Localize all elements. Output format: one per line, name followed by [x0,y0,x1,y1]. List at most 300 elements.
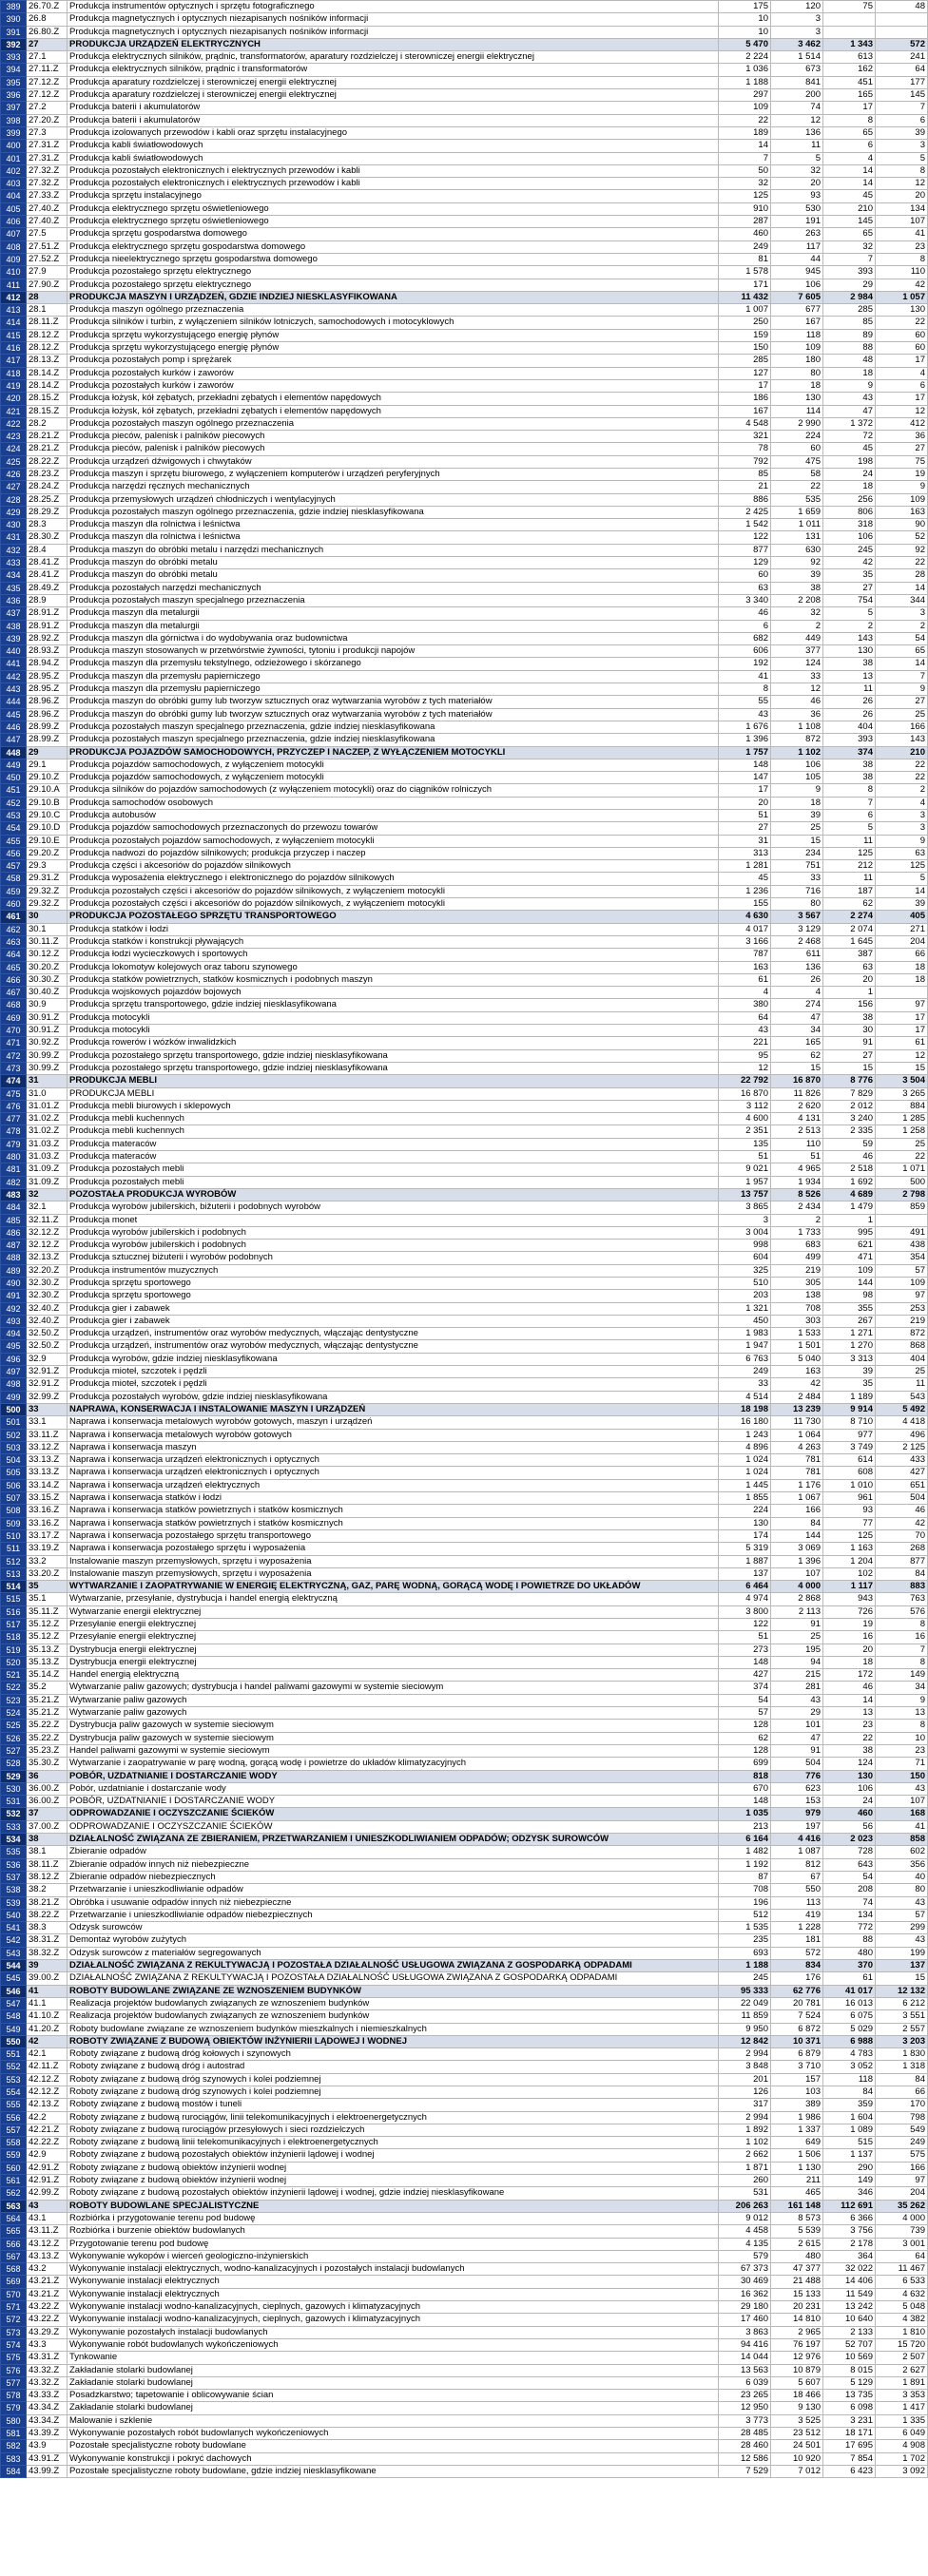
row-number[interactable]: 421 [1,405,27,417]
row-number[interactable]: 435 [1,582,27,594]
row-number[interactable]: 554 [1,2086,27,2098]
table-row[interactable] [1,1125,928,1138]
value-3[interactable] [823,13,876,26]
row-number[interactable]: 531 [1,1796,27,1808]
value-1[interactable]: 41 [719,670,771,682]
value-4[interactable]: 41 [876,228,928,240]
activity-name[interactable]: Naprawa i konserwacja metalowych wyrobów gotowych [68,1429,719,1441]
row-number[interactable]: 402 [1,164,27,177]
row-number[interactable]: 469 [1,1011,27,1024]
table-row[interactable] [1,759,928,771]
pkd-code[interactable]: 33.12.Z [27,1441,68,1453]
row-number[interactable]: 389 [1,1,27,13]
activity-name[interactable]: Produkcja sprzętu sportowego [68,1290,719,1302]
activity-name[interactable]: Roboty budowlane związane ze wznoszeniem budynków mieszkalnych i niemieszkalnych [68,2023,719,2035]
value-2[interactable]: 16 870 [771,1075,823,1087]
value-3[interactable]: 54 [823,1871,876,1883]
value-1[interactable]: 670 [719,1782,771,1795]
value-3[interactable]: 1 604 [823,2111,876,2124]
value-2[interactable]: 130 [771,393,823,405]
row-number[interactable]: 556 [1,2111,27,2124]
table-row[interactable] [1,2073,928,2086]
value-2[interactable]: 67 [771,1871,823,1883]
row-number[interactable]: 555 [1,2099,27,2111]
table-row[interactable] [1,1758,928,1770]
value-1[interactable]: 249 [719,240,771,253]
table-row[interactable] [1,355,928,367]
value-1[interactable]: 260 [719,2175,771,2187]
activity-name[interactable]: Produkcja pozostałych mebli [68,1176,719,1188]
table-row[interactable] [1,455,928,468]
value-4[interactable]: 57 [876,1264,928,1277]
value-1[interactable]: 174 [719,1529,771,1542]
value-4[interactable]: 883 [876,1581,928,1593]
table-row[interactable] [1,1858,928,1871]
pkd-code[interactable]: 29.32.Z [27,885,68,897]
value-1[interactable]: 45 [719,873,771,885]
value-4[interactable]: 66 [876,949,928,961]
value-2[interactable]: 979 [771,1808,823,1820]
activity-name[interactable]: Wykonywanie instalacji wodno-kanalizacyjnych, cieplnych, gazowych i klimatyzacyjnych [68,2301,719,2314]
value-4[interactable]: 405 [876,911,928,923]
value-3[interactable]: 62 [823,898,876,911]
value-1[interactable]: 3 340 [719,594,771,606]
value-3[interactable]: 1 189 [823,1391,876,1403]
value-4[interactable]: 4 908 [876,2440,928,2452]
activity-name[interactable]: Roboty związane z budową pozostałych obiektów inżynierii lądowej i wodnej [68,2149,719,2162]
table-row[interactable] [1,417,928,430]
pkd-code[interactable]: 28.15.Z [27,393,68,405]
table-row[interactable] [1,329,928,341]
value-4[interactable]: 404 [876,1353,928,1365]
pkd-code[interactable]: 27.32.Z [27,178,68,190]
row-number[interactable]: 543 [1,1947,27,1959]
value-1[interactable]: 16 870 [719,1087,771,1100]
value-2[interactable]: 43 [771,1694,823,1706]
value-4[interactable]: 9 [876,683,928,696]
table-row[interactable] [1,1391,928,1403]
table-row[interactable] [1,885,928,897]
value-2[interactable]: 1 501 [771,1340,823,1353]
pkd-code[interactable]: 43.3 [27,2338,68,2351]
activity-name[interactable]: Produkcja mebli kuchennych [68,1125,719,1138]
value-1[interactable]: 20 [719,797,771,809]
row-number[interactable]: 438 [1,620,27,632]
value-4[interactable]: 12 [876,1049,928,1062]
row-number[interactable]: 425 [1,455,27,468]
value-3[interactable]: 13 [823,1707,876,1720]
value-4[interactable]: 1 810 [876,2326,928,2338]
value-4[interactable]: 11 467 [876,2263,928,2276]
pkd-code[interactable]: 38.22.Z [27,1909,68,1921]
activity-name[interactable]: Produkcja rowerów i wózków inwalidzkich [68,1037,719,1049]
value-4[interactable]: 2 627 [876,2364,928,2376]
table-row[interactable] [1,367,928,379]
value-3[interactable]: 38 [823,759,876,771]
value-2[interactable]: 1 064 [771,1429,823,1441]
value-2[interactable]: 219 [771,1264,823,1277]
table-row[interactable] [1,911,928,923]
value-4[interactable]: 11 [876,1378,928,1391]
value-1[interactable]: 1 321 [719,1302,771,1315]
table-row[interactable] [1,1037,928,1049]
value-2[interactable]: 4 263 [771,1441,823,1453]
value-4[interactable]: 1 335 [876,2414,928,2427]
value-3[interactable]: 77 [823,1517,876,1529]
pkd-code[interactable]: 28.95.Z [27,670,68,682]
activity-name[interactable]: Produkcja pozostałych części i akcesoriów do pojazdów silnikowych, z wyłączeniem motocykli [68,898,719,911]
value-2[interactable]: 2 208 [771,594,823,606]
value-1[interactable]: 579 [719,2250,771,2262]
value-4[interactable]: 543 [876,1391,928,1403]
value-3[interactable]: 23 [823,1720,876,1732]
pkd-code[interactable]: 28.96.Z [27,696,68,708]
row-number[interactable]: 570 [1,2288,27,2300]
value-1[interactable]: 196 [719,1896,771,1909]
value-3[interactable]: 8 [823,784,876,797]
activity-name[interactable]: Produkcja pozostałych pojazdów samochodowych, z wyłączeniem motocykli [68,835,719,847]
value-3[interactable]: 17 [823,102,876,114]
activity-name[interactable]: Produkcja mebli biurowych i sklepowych [68,1100,719,1112]
activity-name[interactable]: Produkcja wyrobów jubilerskich i podobnych [68,1226,719,1239]
pkd-code[interactable]: 32.50.Z [27,1328,68,1340]
value-4[interactable]: 2 [876,784,928,797]
value-4[interactable]: 412 [876,417,928,430]
pkd-code[interactable]: 28.13.Z [27,355,68,367]
activity-name[interactable]: DZIAŁALNOŚĆ ZWIĄZANA Z REKULTYWACJĄ I POZOSTAŁA DZIAŁALNOŚĆ USŁUGOWA ZWIĄZANA Z GOSPODARKĄ ODPADAMI [68,1972,719,1985]
value-3[interactable]: 621 [823,1240,876,1252]
value-4[interactable]: 15 [876,1972,928,1985]
value-3[interactable]: 13 242 [823,2301,876,2314]
table-row[interactable] [1,202,928,215]
value-4[interactable]: 6 [876,379,928,392]
value-3[interactable]: 42 [823,557,876,569]
value-1[interactable]: 374 [719,1682,771,1694]
value-3[interactable]: 977 [823,1429,876,1441]
row-number[interactable]: 491 [1,1290,27,1302]
row-number[interactable]: 495 [1,1340,27,1353]
value-1[interactable]: 21 [719,481,771,493]
value-3[interactable]: 772 [823,1922,876,1934]
table-row[interactable] [1,1972,928,1985]
activity-name[interactable]: Produkcja wyposażenia elektrycznego i elektronicznego do pojazdów silnikowych [68,873,719,885]
value-1[interactable]: 699 [719,1758,771,1770]
value-1[interactable]: 1 007 [719,304,771,317]
value-3[interactable]: 355 [823,1302,876,1315]
activity-name[interactable]: Roboty związane z budową dróg i autostrad [68,2061,719,2073]
value-1[interactable]: 510 [719,1277,771,1289]
value-3[interactable]: 11 [823,683,876,696]
activity-name[interactable]: Produkcja pozostałego sprzętu transportowego, gdzie indziej niesklasyfikowana [68,1062,719,1074]
value-4[interactable]: 70 [876,1529,928,1542]
value-2[interactable]: 10 879 [771,2364,823,2376]
row-number[interactable]: 527 [1,1744,27,1757]
pkd-code[interactable]: 28.12.Z [27,329,68,341]
table-row[interactable] [1,1543,928,1555]
value-2[interactable]: 24 501 [771,2440,823,2452]
table-row[interactable] [1,935,928,948]
value-1[interactable]: 273 [719,1644,771,1656]
pkd-code[interactable]: 28.23.Z [27,468,68,480]
value-1[interactable]: 1 855 [719,1492,771,1505]
value-3[interactable]: 3 052 [823,2061,876,2073]
value-4[interactable]: 149 [876,1669,928,1682]
value-3[interactable]: 1 117 [823,1581,876,1593]
value-2[interactable]: 499 [771,1252,823,1264]
row-number[interactable]: 564 [1,2212,27,2224]
value-1[interactable]: 6 464 [719,1581,771,1593]
row-number[interactable]: 413 [1,304,27,317]
activity-name[interactable]: Produkcja baterii i akumulatorów [68,114,719,126]
value-4[interactable]: 16 [876,1631,928,1644]
value-3[interactable]: 728 [823,1846,876,1858]
value-1[interactable]: 206 263 [719,2200,771,2212]
value-1[interactable]: 95 333 [719,1985,771,1997]
value-4[interactable]: 22 [876,759,928,771]
value-3[interactable]: 9 [823,379,876,392]
table-row[interactable] [1,1062,928,1074]
pkd-code[interactable]: 27.90.Z [27,279,68,291]
value-1[interactable]: 3 166 [719,935,771,948]
activity-name[interactable]: Roboty związane z budową rurociągów, linii telekomunikacyjnych i elektroenergetycznych [68,2111,719,2124]
activity-name[interactable]: Produkcja łożysk, kół zębatych, przekładni zębatych i elementów napędowych [68,393,719,405]
value-4[interactable] [876,987,928,999]
row-number[interactable]: 485 [1,1214,27,1226]
activity-name[interactable]: PRODUKCJA MEBLI [68,1075,719,1087]
value-2[interactable]: 1 108 [771,721,823,733]
row-number[interactable]: 513 [1,1567,27,1580]
table-row[interactable] [1,240,928,253]
row-number[interactable]: 446 [1,721,27,733]
value-4[interactable]: 344 [876,594,928,606]
table-row[interactable] [1,152,928,164]
value-3[interactable]: 14 406 [823,2276,876,2288]
row-number[interactable]: 557 [1,2124,27,2136]
row-number[interactable]: 408 [1,240,27,253]
value-1[interactable]: 1 035 [719,1808,771,1820]
value-2[interactable]: 157 [771,2073,823,2086]
table-row[interactable] [1,2023,928,2035]
pkd-code[interactable]: 28.15.Z [27,405,68,417]
value-2[interactable]: 51 [771,1151,823,1163]
value-2[interactable]: 211 [771,2175,823,2187]
row-number[interactable]: 455 [1,835,27,847]
value-3[interactable]: 11 [823,873,876,885]
value-4[interactable] [876,26,928,38]
pkd-code[interactable]: 43.29.Z [27,2326,68,2338]
value-2[interactable]: 841 [771,76,823,88]
value-2[interactable]: 197 [771,1820,823,1833]
table-row[interactable] [1,1960,928,1972]
value-3[interactable]: 93 [823,1505,876,1517]
row-number[interactable]: 462 [1,923,27,935]
value-1[interactable]: 1 947 [719,1340,771,1353]
value-4[interactable]: 22 [876,317,928,329]
value-3[interactable]: 65 [823,228,876,240]
table-row[interactable] [1,1479,928,1491]
value-4[interactable]: 491 [876,1226,928,1239]
value-1[interactable]: 325 [719,1264,771,1277]
value-1[interactable]: 1 188 [719,76,771,88]
table-row[interactable] [1,164,928,177]
value-3[interactable]: 27 [823,582,876,594]
value-2[interactable]: 2 468 [771,935,823,948]
value-4[interactable]: 18 [876,961,928,973]
value-1[interactable]: 5 470 [719,38,771,50]
value-3[interactable]: 24 [823,1796,876,1808]
pkd-code[interactable]: 42.99.Z [27,2187,68,2200]
pkd-code[interactable]: 32.9 [27,1353,68,1365]
value-2[interactable]: 2 484 [771,1391,823,1403]
row-number[interactable]: 414 [1,317,27,329]
activity-name[interactable]: Roboty związane z budową linii telekomunikacyjnych i elektroenergetycznych [68,2137,719,2149]
value-1[interactable]: 12 842 [719,2035,771,2047]
table-row[interactable] [1,1884,928,1896]
pkd-code[interactable]: 30 [27,911,68,923]
row-number[interactable]: 418 [1,367,27,379]
row-number[interactable]: 523 [1,1694,27,1706]
table-row[interactable] [1,1820,928,1833]
value-4[interactable]: 858 [876,1834,928,1846]
table-row[interactable] [1,1403,928,1415]
pkd-code[interactable]: 29.3 [27,860,68,873]
pkd-code[interactable]: 35.11.Z [27,1605,68,1618]
activity-name[interactable]: Produkcja pozostałych pomp i sprężarek [68,355,719,367]
table-row[interactable] [1,178,928,190]
value-3[interactable]: 364 [823,2250,876,2262]
table-row[interactable] [1,873,928,885]
value-3[interactable]: 45 [823,190,876,202]
value-1[interactable]: 129 [719,557,771,569]
activity-name[interactable]: PRODUKCJA MASZYN I URZĄDZEŃ, GDZIE INDZIEJ NIESKLASYFIKOWANA [68,291,719,303]
row-number[interactable]: 493 [1,1315,27,1327]
value-2[interactable]: 7 012 [771,2465,823,2477]
value-4[interactable]: 107 [876,216,928,228]
value-3[interactable]: 24 [823,468,876,480]
table-row[interactable] [1,1252,928,1264]
row-number[interactable]: 470 [1,1025,27,1037]
value-3[interactable]: 2 023 [823,1834,876,1846]
value-3[interactable]: 451 [823,76,876,88]
activity-name[interactable]: Roboty związane z budową obiektów inżynierii wodnej [68,2175,719,2187]
value-3[interactable]: 6 423 [823,2465,876,2477]
activity-name[interactable]: Produkcja maszyn dla przemysłu papierniczego [68,670,719,682]
pkd-code[interactable]: 42.1 [27,2048,68,2061]
activity-name[interactable]: POZOSTAŁA PRODUKCJA WYROBÓW [68,1188,719,1201]
value-4[interactable]: 42 [876,279,928,291]
activity-name[interactable]: Produkcja pozostałego sprzętu transportowego, gdzie indziej niesklasyfikowana [68,1049,719,1062]
value-2[interactable]: 21 488 [771,2276,823,2288]
value-3[interactable]: 1 [823,987,876,999]
value-1[interactable]: 29 180 [719,2301,771,2314]
pkd-code[interactable]: 31.09.Z [27,1176,68,1188]
row-number[interactable]: 392 [1,38,27,50]
value-1[interactable]: 1 957 [719,1176,771,1188]
pkd-code[interactable]: 28.91.Z [27,607,68,620]
row-number[interactable]: 573 [1,2326,27,2338]
value-1[interactable]: 427 [719,1669,771,1682]
value-2[interactable]: 449 [771,632,823,644]
value-2[interactable]: 234 [771,847,823,859]
row-number[interactable]: 569 [1,2276,27,2288]
table-row[interactable] [1,1429,928,1441]
pkd-code[interactable]: 26.70.Z [27,1,68,13]
value-1[interactable]: 128 [719,1720,771,1732]
pkd-code[interactable]: 28.14.Z [27,367,68,379]
value-2[interactable]: 25 [771,822,823,835]
row-number[interactable]: 566 [1,2238,27,2250]
row-number[interactable]: 575 [1,2352,27,2364]
value-4[interactable]: 52 [876,531,928,544]
value-1[interactable]: 313 [719,847,771,859]
pkd-code[interactable]: 38.1 [27,1846,68,1858]
pkd-code[interactable]: 41 [27,1985,68,1997]
table-row[interactable] [1,1100,928,1112]
value-4[interactable]: 14 [876,885,928,897]
table-row[interactable] [1,1340,928,1353]
table-row[interactable] [1,2440,928,2452]
value-3[interactable]: 6 098 [823,2402,876,2414]
value-1[interactable]: 2 994 [719,2111,771,2124]
value-4[interactable]: 219 [876,1315,928,1327]
activity-name[interactable]: Produkcja mioteł, szczotek i pędzli [68,1366,719,1378]
activity-name[interactable]: Produkcja urządzeń, instrumentów oraz wyrobów medycznych, włączając dentystyczne [68,1340,719,1353]
value-3[interactable]: 10 640 [823,2314,876,2326]
activity-name[interactable]: Zbieranie odpadów innych niż niebezpieczne [68,1858,719,1871]
pkd-code[interactable]: 43.34.Z [27,2414,68,2427]
row-number[interactable]: 460 [1,898,27,911]
value-2[interactable]: 224 [771,431,823,443]
activity-name[interactable]: Naprawa i konserwacja maszyn [68,1441,719,1453]
pkd-code[interactable]: 32 [27,1188,68,1201]
row-number[interactable]: 399 [1,126,27,139]
value-3[interactable]: 13 [823,670,876,682]
value-3[interactable]: 130 [823,645,876,658]
table-row[interactable] [1,2414,928,2427]
row-number[interactable]: 503 [1,1441,27,1453]
table-row[interactable] [1,822,928,835]
value-2[interactable]: 38 [771,582,823,594]
table-row[interactable] [1,923,928,935]
value-1[interactable]: 201 [719,2073,771,2086]
value-2[interactable]: 34 [771,1025,823,1037]
value-3[interactable]: 1 270 [823,1340,876,1353]
value-1[interactable]: 1 024 [719,1454,771,1467]
table-row[interactable] [1,76,928,88]
value-1[interactable]: 150 [719,342,771,355]
value-2[interactable]: 504 [771,1758,823,1770]
value-2[interactable]: 120 [771,1,823,13]
value-4[interactable]: 576 [876,1605,928,1618]
value-1[interactable]: 7 [719,152,771,164]
row-number[interactable]: 546 [1,1985,27,1997]
pkd-code[interactable]: 41.20.Z [27,2023,68,2035]
value-2[interactable]: 1 506 [771,2149,823,2162]
row-number[interactable]: 500 [1,1403,27,1415]
pkd-code[interactable]: 31.01.Z [27,1100,68,1112]
value-3[interactable]: 63 [823,961,876,973]
table-row[interactable] [1,620,928,632]
value-4[interactable]: 25 [876,708,928,721]
pkd-code[interactable]: 29.20.Z [27,847,68,859]
pkd-code[interactable]: 28.41.Z [27,569,68,582]
value-3[interactable]: 614 [823,1454,876,1467]
table-row[interactable] [1,987,928,999]
pkd-code[interactable]: 38.31.Z [27,1934,68,1947]
activity-name[interactable]: Produkcja aparatury rozdzielczej i sterowniczej energii elektrycznej [68,89,719,102]
value-4[interactable]: 107 [876,1796,928,1808]
pkd-code[interactable]: 27.32.Z [27,164,68,177]
